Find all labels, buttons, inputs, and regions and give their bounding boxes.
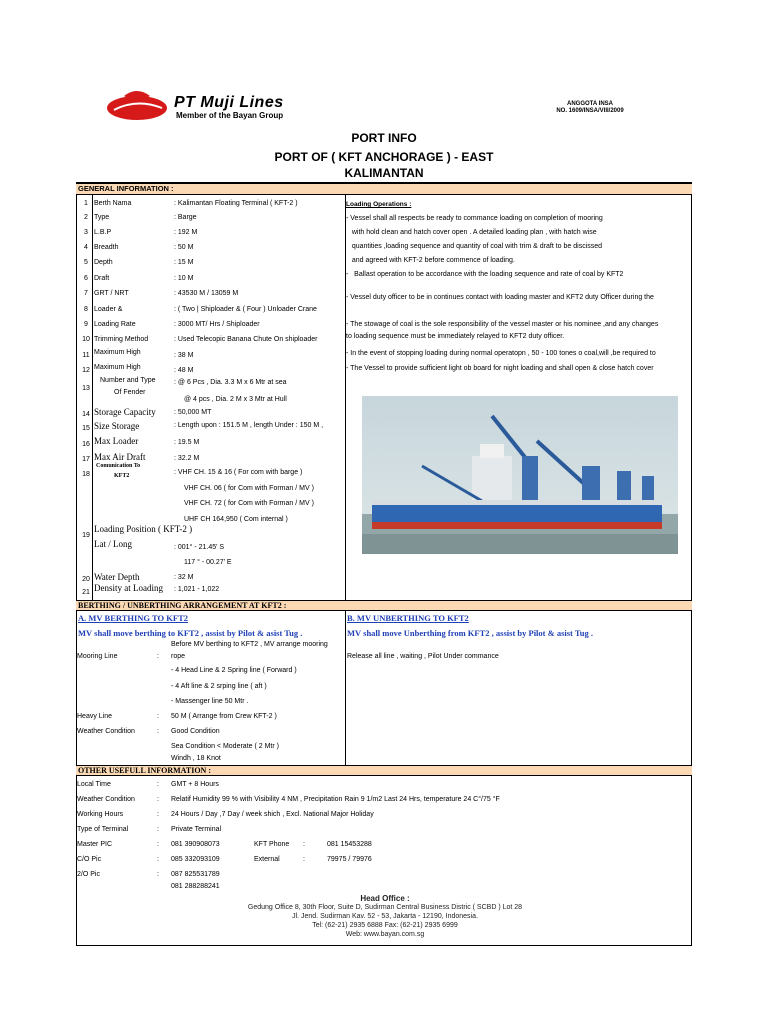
- gi-value: : Kalimantan Floating Terminal ( KFT-2 ): [174, 200, 298, 207]
- head-office-line: Jl. Jend. Sudirman Kav. 52 - 53, Jakarta - 12190, Indonesia.: [292, 913, 478, 920]
- weather-condition-label: Weather Condition: [77, 728, 135, 735]
- heavy-line-label: Heavy Line: [77, 713, 113, 720]
- colon: :: [157, 781, 159, 788]
- company-member: Member of the Bayan Group: [176, 111, 284, 120]
- gi-label: Water Depth: [94, 572, 140, 582]
- page-title-2: PORT OF ( KFT ANCHORAGE ) - EAST: [274, 150, 494, 164]
- gi-value: : ( Two | Shiploader & ( Four ) Unloader Crane: [174, 306, 317, 313]
- gi-value: : 15 M: [174, 259, 194, 266]
- gi-value: : 38 M: [174, 352, 194, 359]
- gi-num: 12: [82, 367, 90, 374]
- head-office-line: Gedung Office 8, 30th Floor, Suite D, Sudirman Central Business Distric ( SCBD ) Lot 28: [247, 904, 523, 911]
- gi-num: 17: [82, 456, 90, 463]
- gi-label: Comunication To: [96, 463, 141, 469]
- gi-value: : 50 M: [174, 244, 194, 251]
- gi-num: 14: [82, 411, 90, 418]
- colon: :: [157, 653, 159, 660]
- ops-line: - The Vessel to provide sufficient light ob board for night loading and shall open & close hatch cover: [346, 365, 654, 372]
- gi-num: 20: [82, 576, 90, 583]
- unberthing-text: Release all line , waiting , Pilot Under commance: [347, 653, 499, 660]
- gi-label: GRT / NRT: [94, 290, 129, 297]
- gi-num: 10: [82, 336, 90, 343]
- gi-value: VHF CH. 06 ( for Com with Forman / MV ): [184, 485, 314, 492]
- gi-value: : 19.5 M: [174, 439, 200, 446]
- colon: :: [157, 856, 159, 863]
- mooring-line-item: - 4 Aft line & 2 srping line ( aft ): [171, 683, 267, 690]
- colon: :: [157, 713, 159, 720]
- co-pic-value: 085 332093109: [171, 856, 220, 863]
- gi-num: 18: [82, 471, 90, 478]
- general-info-heading: GENERAL INFORMATION :: [76, 183, 692, 195]
- kft-phone-value: 081 15453288: [327, 841, 372, 848]
- gi-value: : Barge: [174, 214, 197, 221]
- local-time-label: Local Time: [77, 781, 111, 788]
- co-pic-label: C/O Pic: [77, 856, 102, 863]
- loading-operations: [346, 199, 690, 375]
- gi-value: : 192 M: [174, 229, 198, 236]
- gi-label: Density at Loading: [94, 583, 163, 593]
- gi-value: : 48 M: [174, 367, 194, 374]
- gi-num: 16: [82, 441, 90, 448]
- berthing-b-title: B. MV UNBERTHING TO KFT2: [347, 613, 469, 623]
- working-hours-label: Working Hours: [77, 811, 124, 818]
- gi-value: : @ 6 Pcs , Dia. 3.3 M x 6 Mtr at sea: [174, 379, 287, 386]
- berthing-heading: BERTHING / UNBERTHING ARRANGEMENT AT KFT2 :: [76, 600, 692, 611]
- second-officer-label: 2/O Pic: [77, 871, 100, 878]
- gi-value: : 32 M: [174, 574, 194, 581]
- master-pic-value: 081 390908073: [171, 841, 220, 848]
- weather-value: Relatif Humidity 99 % with Visibility 4 NM , Precipitation Rain 9 1/m2 Last 24 Hrs, temperature 24 C°/75 °F: [171, 796, 500, 803]
- gi-value: : 1,021 - 1,022: [174, 586, 220, 593]
- ops-line: quantities ,loading sequence and quantity of coal with trim & draft to be discissed: [346, 243, 603, 250]
- gi-label: L.B.P: [94, 229, 112, 236]
- colon: :: [157, 796, 159, 803]
- terminal-type-value: Private Terminal: [171, 826, 222, 833]
- gi-label: Loader &: [94, 306, 123, 313]
- terminal-photo: [362, 396, 678, 554]
- local-time-value: GMT + 8 Hours: [171, 781, 219, 788]
- gi-value: : 43530 M / 13059 M: [174, 290, 239, 297]
- gi-label: Max Air Draft: [94, 452, 146, 462]
- weather-condition-value: Sea Condition < Moderate ( 2 Mtr ): [171, 743, 279, 750]
- gi-label: Breadth: [94, 244, 119, 251]
- colon: :: [157, 841, 159, 848]
- gi-value: : 001° - 21.45' S: [174, 544, 225, 551]
- ops-heading: Loading Operations :: [346, 201, 412, 208]
- page-title-1: PORT INFO: [351, 131, 417, 145]
- colon: :: [303, 841, 305, 848]
- gi-num: 9: [84, 321, 88, 328]
- gi-label: Loading Position ( KFT-2 ): [94, 524, 193, 534]
- gi-num: 3: [84, 229, 88, 236]
- head-office: [180, 894, 590, 939]
- gi-label: Lat / Long: [94, 539, 132, 549]
- colon: :: [157, 826, 159, 833]
- gi-num: 5: [84, 259, 88, 266]
- gi-num: 15: [82, 425, 90, 432]
- ops-line: - Vessel shall all respects be ready to commance loading on completion of mooring: [346, 215, 603, 222]
- company-name: PT Muji Lines: [174, 94, 284, 111]
- gi-value: 117 ° - 00.27' E: [184, 559, 232, 566]
- berthing-b-subtitle: MV shall move Unberthing from KFT2 , assist by Pilot & asist Tug .: [347, 628, 593, 638]
- ops-line: - Ballast operation to be accordance with the loading sequence and rate of coal by KFT2: [346, 271, 624, 278]
- gi-num: 13: [82, 385, 90, 392]
- mooring-line-item: - 4 Head Line & 2 Spring line ( Forward ): [171, 667, 297, 674]
- ops-line: - In the event of stopping loading during normal operatopn , 50 - 100 tones o coal,will ,be required to: [346, 350, 656, 357]
- ops-line: with hold clean and hatch cover open . A detailed loading plan , with hatch wise: [346, 229, 597, 236]
- gi-label: Loading Rate: [94, 321, 136, 328]
- gi-num: 19: [82, 532, 90, 539]
- gi-value: : 50,000 MT: [174, 409, 212, 416]
- before-berthing-text: Before MV berthing to KFT2 , MV arrange mooring: [171, 641, 328, 648]
- external-label: External: [254, 856, 280, 863]
- gi-label: Maximum High: [94, 364, 141, 371]
- gi-value: : Length upon : 151.5 M , length Under : 150 M ,: [174, 422, 324, 429]
- company-logo: [104, 90, 170, 122]
- kft-phone-label: KFT Phone: [254, 841, 290, 848]
- second-officer-value: 081 288288241: [171, 883, 220, 890]
- colon: :: [157, 728, 159, 735]
- page-title-3: KALIMANTAN: [344, 166, 424, 180]
- gi-label: Size Storage: [94, 421, 140, 431]
- weather-condition-value: Good Condition: [171, 728, 220, 735]
- colon: :: [157, 871, 159, 878]
- ops-line: - Vessel duty officer to be in continues contact with loading master and KFT2 duty Officer during the: [346, 294, 654, 301]
- gi-value: : 3000 MT/ Hrs / Shiploader: [174, 321, 260, 328]
- gi-value: VHF CH. 72 ( for Com with Forman / MV ): [184, 500, 314, 507]
- gi-label: Of Fender: [114, 389, 146, 396]
- berthing-a-subtitle: MV shall move berthing to KFT2 , assist by Pilot & asist Tug .: [78, 628, 303, 638]
- external-value: 79975 / 79976: [327, 856, 372, 863]
- gi-num: 8: [84, 306, 88, 313]
- weather-condition-value: Windh , 18 Knot: [171, 755, 221, 762]
- gi-label: Berth Nama: [94, 200, 132, 207]
- mooring-line-item: - Massenger line 50 Mtr .: [171, 698, 249, 705]
- gi-label: Depth: [94, 259, 113, 266]
- gi-num: 1: [84, 200, 88, 207]
- gi-value: UHF CH 164,950 ( Com internal ): [184, 516, 288, 523]
- colon: :: [157, 811, 159, 818]
- gi-label: Type: [94, 214, 110, 221]
- second-officer-value: 087 825531789: [171, 871, 220, 878]
- gi-value: @ 4 pcs , Dia. 2 M x 3 Mtr at Hull: [184, 396, 287, 403]
- other-info-heading: OTHER USEFULL INFORMATION :: [76, 765, 692, 776]
- gi-num: 4: [84, 244, 88, 251]
- general-info-list: [76, 196, 346, 600]
- gi-value: : 32.2 M: [174, 455, 200, 462]
- gi-value: : VHF CH. 15 & 16 ( For com with barge ): [174, 469, 303, 476]
- gi-num: 11: [82, 352, 90, 359]
- head-office-heading: Head Office :: [360, 894, 410, 903]
- terminal-type-label: Type of Terminal: [77, 826, 129, 833]
- gi-label: Trimming Method: [94, 336, 149, 343]
- head-office-line: Web: www.bayan.com.sg: [345, 931, 425, 938]
- gi-value: : Used Telecopic Banana Chute On shiploader: [174, 336, 318, 343]
- berthing-a-title: A. MV BERTHING TO KFT2: [78, 613, 188, 623]
- gi-num: 7: [84, 290, 88, 297]
- gi-label: Draft: [94, 275, 110, 282]
- gi-label: Storage Capacity: [94, 407, 156, 417]
- cert-line2: NO. 1609/INSA/VIII/2009: [556, 108, 624, 114]
- mooring-line-label: Mooring Line: [77, 653, 118, 660]
- head-office-line: Tel: (62-21) 2935 6888 Fax: (62-21) 2935 6999: [312, 922, 458, 929]
- gi-value: : 10 M: [174, 275, 194, 282]
- gi-num: 21: [82, 589, 90, 596]
- gi-num: 6: [84, 275, 88, 282]
- cert-line1: ANGGOTA INSA: [567, 101, 613, 107]
- gi-label: Number and Type: [100, 377, 156, 384]
- berthing-divider: [345, 611, 346, 765]
- heavy-line-value: 50 M ( Arrange from Crew KFT-2 ): [171, 713, 277, 720]
- before-berthing-text: rope: [171, 653, 186, 660]
- gi-label: Max Loader: [94, 436, 139, 446]
- colon: :: [303, 856, 305, 863]
- gi-label: KFT2: [114, 473, 130, 479]
- master-pic-label: Master PIC: [77, 841, 113, 848]
- working-hours-value: 24 Hours / Day ,7 Day / week shich , Excl. National Major Holiday: [171, 811, 374, 818]
- ops-line: to loading sequence must be immediately relayed to KFT2 duty officer.: [346, 333, 565, 340]
- gi-label: Maximum High: [94, 349, 141, 356]
- cert-text: [540, 101, 640, 115]
- ops-line: and agreed with KFT-2 before commence of loading.: [346, 257, 515, 264]
- ops-line: - The stowage of coal is the sole responsibility of the vessel master or his nominee ,and any changes: [346, 321, 659, 328]
- gi-num: 2: [84, 214, 88, 221]
- weather-label: Weather Condition: [77, 796, 135, 803]
